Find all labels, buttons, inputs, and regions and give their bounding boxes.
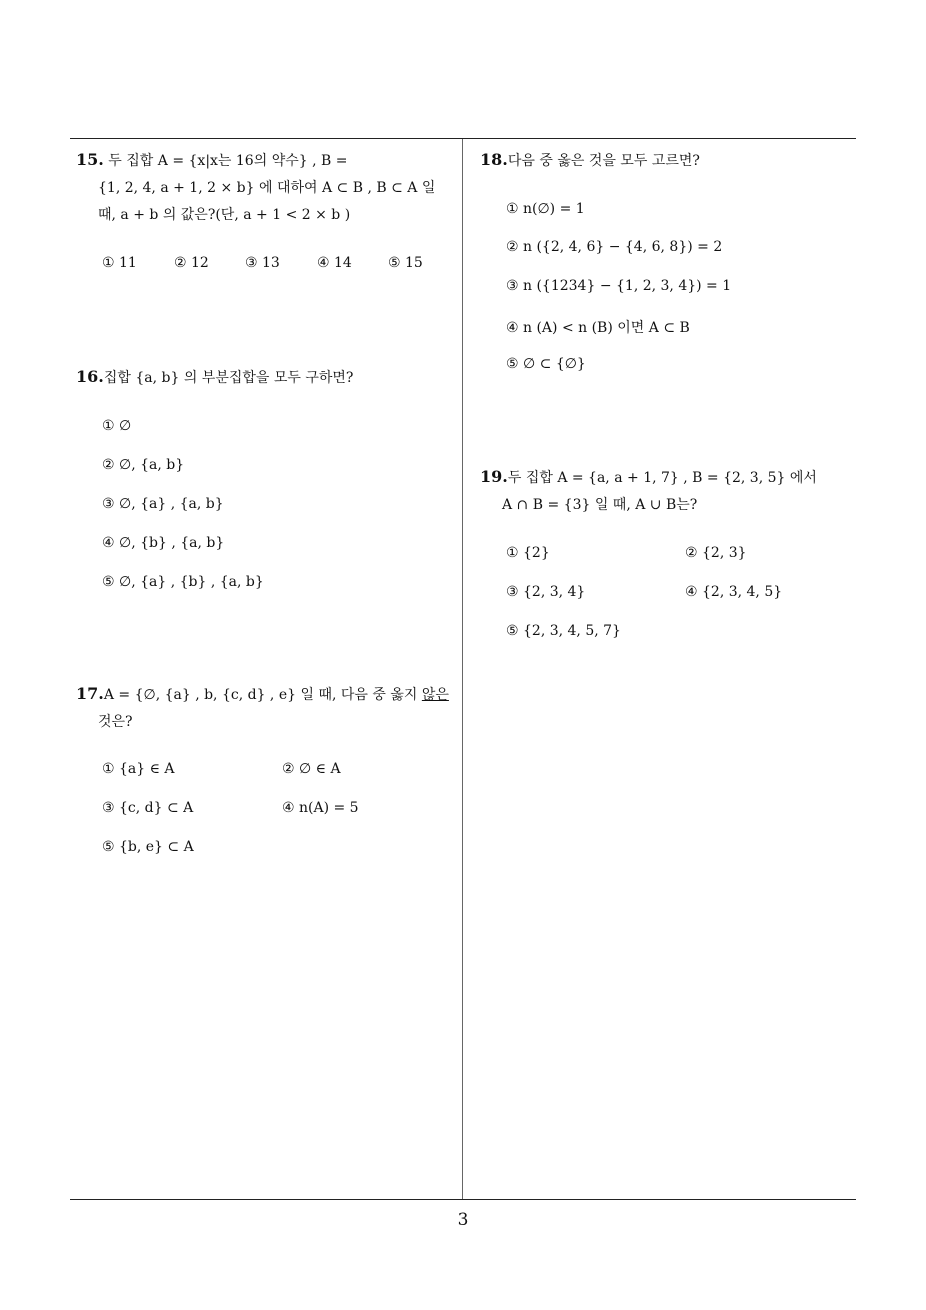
- q17-option-4[interactable]: ④ n(A) = 5: [282, 800, 359, 816]
- q16-option-5[interactable]: ⑤ ∅, {a} , {b} , {a, b}: [102, 574, 264, 590]
- q17-option-5[interactable]: ⑤ {b, e} ⊂ A: [102, 839, 194, 855]
- q17-option-3[interactable]: ③ {c, d} ⊂ A: [102, 800, 194, 816]
- question-text-line1: 두 집합 A = {x|x는 16의 약수} , B =: [108, 153, 348, 169]
- question-number: 18.: [480, 150, 508, 169]
- q19-option-5[interactable]: ⑤ {2, 3, 4, 5, 7}: [506, 623, 621, 639]
- question-text-line3: 때, a + b 의 값은?(단, a + 1 < 2 × b ): [98, 207, 351, 223]
- q15-option-2[interactable]: ② 12: [174, 255, 209, 271]
- q16-option-4[interactable]: ④ ∅, {b} , {a, b}: [102, 535, 225, 551]
- q18-option-1[interactable]: ① n(∅) = 1: [506, 201, 585, 217]
- q18-option-4[interactable]: ④ n (A) < n (B) 이면 A ⊂ B: [506, 320, 690, 336]
- q19-option-4[interactable]: ④ {2, 3, 4, 5}: [685, 584, 783, 600]
- q15-option-1[interactable]: ① 11: [102, 255, 137, 271]
- question-18: [480, 146, 856, 175]
- q17-option-2[interactable]: ② ∅ ∈ A: [282, 761, 341, 777]
- question-16: [76, 363, 456, 392]
- question-text-line2: 것은?: [98, 714, 133, 730]
- q18-option-2[interactable]: ② n ({2, 4, 6} − {4, 6, 8}) = 2: [506, 239, 723, 255]
- top-rule: [70, 138, 856, 139]
- question-text-line2: A ∩ B = {3} 일 때, A ∪ B는?: [502, 497, 698, 513]
- q16-option-3[interactable]: ③ ∅, {a} , {a, b}: [102, 496, 224, 512]
- q19-option-1[interactable]: ① {2}: [506, 545, 550, 561]
- q19-option-2[interactable]: ② {2, 3}: [685, 545, 747, 561]
- q15-option-3[interactable]: ③ 13: [245, 255, 280, 271]
- question-text-line1: 두 집합 A = {a, a + 1, 7} , B = {2, 3, 5} 에서: [507, 470, 817, 486]
- bottom-rule: [70, 1199, 856, 1200]
- q15-option-5[interactable]: ⑤ 15: [388, 255, 423, 271]
- q16-option-2[interactable]: ② ∅, {a, b}: [102, 457, 185, 473]
- q17-option-1[interactable]: ① {a} ∈ A: [102, 761, 175, 777]
- q19-option-3[interactable]: ③ {2, 3, 4}: [506, 584, 586, 600]
- underlined-word: 않은: [421, 687, 449, 703]
- page-number: 3: [457, 1210, 469, 1230]
- question-number: 16.: [76, 367, 104, 386]
- question-text-line1: A = {∅, {a} , b, {c, d} , e} 일 때, 다음 중 옳지: [103, 687, 422, 703]
- question-number: 17.: [76, 684, 104, 703]
- question-number: 15.: [76, 150, 104, 169]
- question-19: [480, 463, 858, 519]
- q16-option-1[interactable]: ① ∅: [102, 418, 132, 434]
- question-text: 다음 중 옳은 것을 모두 고르면?: [507, 153, 700, 169]
- column-divider: [462, 139, 463, 1200]
- question-15: [76, 146, 456, 229]
- q18-option-3[interactable]: ③ n ({1234} − {1, 2, 3, 4}) = 1: [506, 278, 732, 294]
- question-number: 19.: [480, 467, 508, 486]
- q18-option-5[interactable]: ⑤ ∅ ⊂ {∅}: [506, 356, 586, 372]
- question-17: [76, 680, 460, 736]
- question-text: 집합 {a, b} 의 부분집합을 모두 구하면?: [103, 370, 354, 386]
- q15-option-4[interactable]: ④ 14: [317, 255, 352, 271]
- question-text-line2: {1, 2, 4, a + 1, 2 × b} 에 대하여 A ⊂ B , B ⊂ A 일: [98, 180, 436, 196]
